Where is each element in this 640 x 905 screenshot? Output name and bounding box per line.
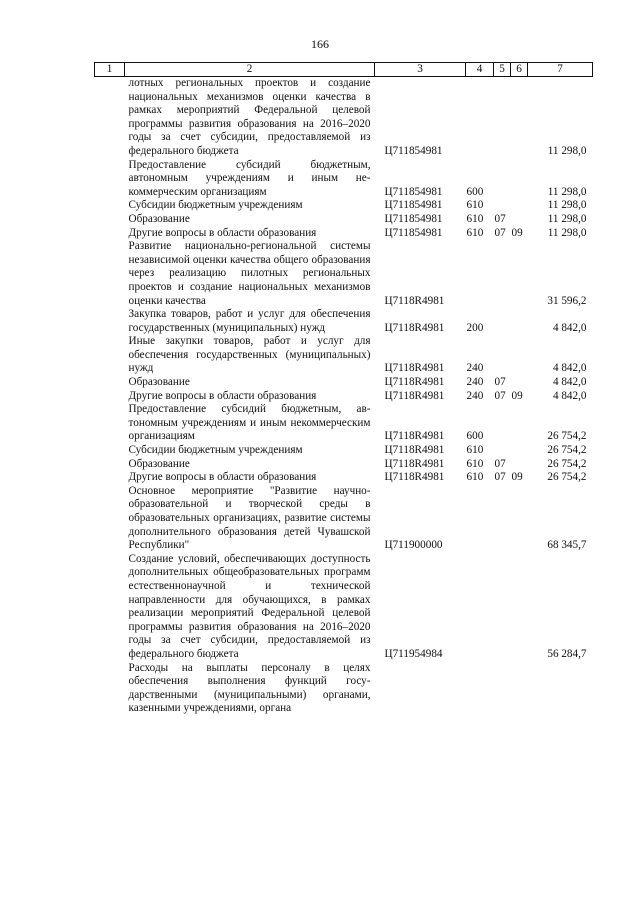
row-amount [528, 662, 593, 716]
row-index-cell [95, 485, 125, 553]
row-expense-type: 610 [466, 226, 484, 239]
header-cell-6: 6 [511, 63, 528, 77]
header-cell-4: 4 [466, 63, 494, 77]
table-row [95, 213, 593, 227]
header-cell-3: 3 [375, 63, 466, 77]
row-section [494, 662, 511, 716]
row-description: Основное мероприятие "Развитие научно-образовательной и творческой среды в образовательных организациях, развитие системы дополнительного образования детей Чувашской Республики" [128, 484, 371, 552]
row-expense-type: 610 [466, 212, 484, 225]
row-amount: 56 284,7 [547, 647, 587, 660]
row-section [494, 335, 511, 376]
row-target-code: Ц7118R4981 [384, 321, 445, 334]
row-index-cell [95, 335, 125, 376]
row-amount: 31 596,2 [547, 294, 587, 307]
row-target-code: Ц711854981 [384, 199, 443, 212]
row-amount: 4 842,0 [552, 389, 587, 402]
row-subsection [511, 240, 528, 308]
row-subsection [511, 553, 528, 662]
row-description: Другие вопросы в области образования [128, 226, 317, 239]
row-description: Другие вопросы в области образования [128, 389, 317, 402]
table-row [95, 662, 593, 716]
row-subsection [511, 444, 528, 458]
row-description: Расходы на выплаты персоналу в целях обеспечения выполнения функций государственными (муниципальными) органами, казенными учреждениями, органа [128, 661, 371, 715]
table-row [95, 444, 593, 458]
row-description: Предоставление субсидий бюджетным, автономным учреждениям и иным некоммерческим организациям [128, 158, 371, 198]
page-number: 166 [311, 37, 329, 51]
row-target-code: Ц7118R4981 [384, 457, 445, 470]
row-amount: 11 298,0 [547, 185, 587, 198]
row-target-code: Ц711854981 [384, 185, 443, 198]
table-row [95, 308, 593, 335]
row-section [494, 553, 511, 662]
row-target-code: Ц711854981 [384, 226, 443, 239]
row-index-cell [95, 227, 125, 241]
table-row [95, 77, 593, 159]
row-amount: 26 754,2 [547, 471, 587, 484]
row-expense-type: 240 [466, 376, 484, 389]
row-target-code: Ц7118R4981 [384, 471, 445, 484]
header-cell-7: 7 [528, 63, 593, 77]
row-index-cell [95, 471, 125, 485]
row-description: Развитие национально-региональной системы независимой оценки качества общего образования через реализацию пилотных региональных проектов и создание национальных механизмов оценки качества [128, 240, 371, 307]
row-amount: 4 842,0 [552, 376, 587, 389]
row-expense-type: 610 [466, 471, 484, 484]
row-target-code [375, 662, 466, 716]
row-target-code: Ц711954984 [384, 647, 443, 660]
row-target-code: Ц7118R4981 [384, 376, 445, 389]
row-section [494, 485, 511, 553]
table-row [95, 335, 593, 376]
row-index-cell [95, 159, 125, 200]
row-subsection [511, 77, 528, 159]
row-amount: 11 298,0 [547, 212, 587, 225]
row-subsection [511, 458, 528, 472]
budget-table [94, 62, 593, 716]
row-subsection [511, 403, 528, 444]
row-section [494, 199, 511, 213]
row-amount: 11 298,0 [547, 199, 587, 212]
row-index-cell [95, 553, 125, 662]
table-row [95, 403, 593, 444]
row-index-cell [95, 444, 125, 458]
row-section [494, 444, 511, 458]
row-index-cell [95, 77, 125, 159]
row-target-code: Ц7118R4981 [384, 294, 445, 307]
header-cell-5: 5 [494, 63, 511, 77]
row-description: Создание условий, обеспечивающих доступность дополнительных общеобразовательных программ естественнонаучной и технической направленности для обучающихся, в рамках реализации мероприятий Федеральной целевой программы развития образования на 2016–2020 годы за счет субсидии, предоставляемой из федерального бюджета [128, 552, 371, 660]
row-expense-type: 600 [466, 430, 484, 443]
row-description: Иные закупки товаров, работ и услуг для обеспечения государственных (муниципальных) нужд [128, 335, 371, 375]
row-amount: 4 842,0 [552, 321, 587, 334]
row-description: лотных региональных проектов и создание национальных механизмов оценки качества в рамках мероприятий Федеральной целевой программы развития образования на 2016–2020 годы за счет субсидии, предоставляемой из федерального бюджета [128, 77, 371, 157]
table-row [95, 240, 593, 308]
row-expense-type: 610 [466, 444, 484, 457]
table-row [95, 376, 593, 390]
row-index-cell [95, 199, 125, 213]
row-subsection [511, 485, 528, 553]
row-target-code: Ц7118R4981 [384, 389, 445, 402]
row-index-cell [95, 403, 125, 444]
row-target-code: Ц711854981 [384, 212, 443, 225]
table-row [95, 471, 593, 485]
row-description: Образование [128, 376, 190, 389]
row-amount: 68 345,7 [547, 539, 587, 552]
row-amount: 26 754,2 [547, 430, 587, 443]
row-index-cell [95, 308, 125, 335]
row-amount: 26 754,2 [547, 457, 587, 470]
row-expense-type: 240 [466, 389, 484, 402]
row-subsection [511, 376, 528, 390]
table-row [95, 227, 593, 241]
row-expense-type: 240 [466, 362, 484, 375]
row-section [494, 159, 511, 200]
table-row [95, 458, 593, 472]
row-index-cell [95, 240, 125, 308]
row-description: Субсидии бюджетным учреждениям [128, 444, 303, 457]
row-subsection [511, 335, 528, 376]
row-expense-type [466, 553, 494, 662]
row-expense-type [466, 662, 494, 716]
row-index-cell [95, 662, 125, 716]
row-description: Другие вопросы в области образования [128, 471, 317, 484]
header-cell-2: 2 [125, 63, 375, 77]
row-target-code: Ц711900000 [384, 539, 443, 552]
row-subsection [511, 308, 528, 335]
row-amount: 26 754,2 [547, 444, 587, 457]
table-row [95, 390, 593, 404]
row-index-cell [95, 376, 125, 390]
row-subsection [511, 159, 528, 200]
row-index-cell [95, 390, 125, 404]
row-subsection [511, 213, 528, 227]
row-section: 07 [494, 389, 506, 402]
row-expense-type [466, 485, 494, 553]
row-section [494, 77, 511, 159]
row-target-code: Ц7118R4981 [384, 362, 445, 375]
table-row [95, 199, 593, 213]
row-amount: 11 298,0 [547, 144, 587, 157]
row-subsection: 09 [511, 389, 523, 402]
row-expense-type: 600 [466, 185, 484, 198]
row-subsection: 09 [511, 226, 523, 239]
row-description: Образование [128, 457, 190, 470]
row-subsection: 09 [511, 471, 523, 484]
table-body [95, 77, 593, 716]
row-section [494, 240, 511, 308]
table-header-row [95, 63, 593, 77]
row-section: 07 [494, 471, 506, 484]
row-expense-type [466, 77, 494, 159]
row-amount: 11 298,0 [547, 226, 587, 239]
table-row [95, 485, 593, 553]
row-subsection [511, 662, 528, 716]
row-expense-type: 610 [466, 457, 484, 470]
row-description: Субсидии бюджетным учреждениям [128, 199, 303, 212]
header-cell-1: 1 [95, 63, 125, 77]
row-description: Образование [128, 212, 190, 225]
table-row [95, 553, 593, 662]
row-section: 07 [494, 212, 506, 225]
row-expense-type [466, 240, 494, 308]
row-target-code: Ц711854981 [384, 144, 443, 157]
row-subsection [511, 199, 528, 213]
row-index-cell [95, 458, 125, 472]
row-section: 07 [494, 457, 506, 470]
row-target-code: Ц7118R4981 [384, 444, 445, 457]
table-row [95, 159, 593, 200]
row-section: 07 [494, 226, 506, 239]
row-section [494, 308, 511, 335]
row-expense-type: 610 [466, 199, 484, 212]
row-section: 07 [494, 376, 506, 389]
row-expense-type: 200 [466, 321, 484, 334]
row-description: Закупка товаров, работ и услуг для обеспечения государственных (муниципальных) нужд [128, 308, 371, 334]
row-target-code: Ц7118R4981 [384, 430, 445, 443]
row-section [494, 403, 511, 444]
row-amount: 4 842,0 [552, 362, 587, 375]
row-description: Предоставление субсидий бюджетным, автономным учреждениям и иным некоммерческим организациям [128, 403, 371, 443]
row-index-cell [95, 213, 125, 227]
